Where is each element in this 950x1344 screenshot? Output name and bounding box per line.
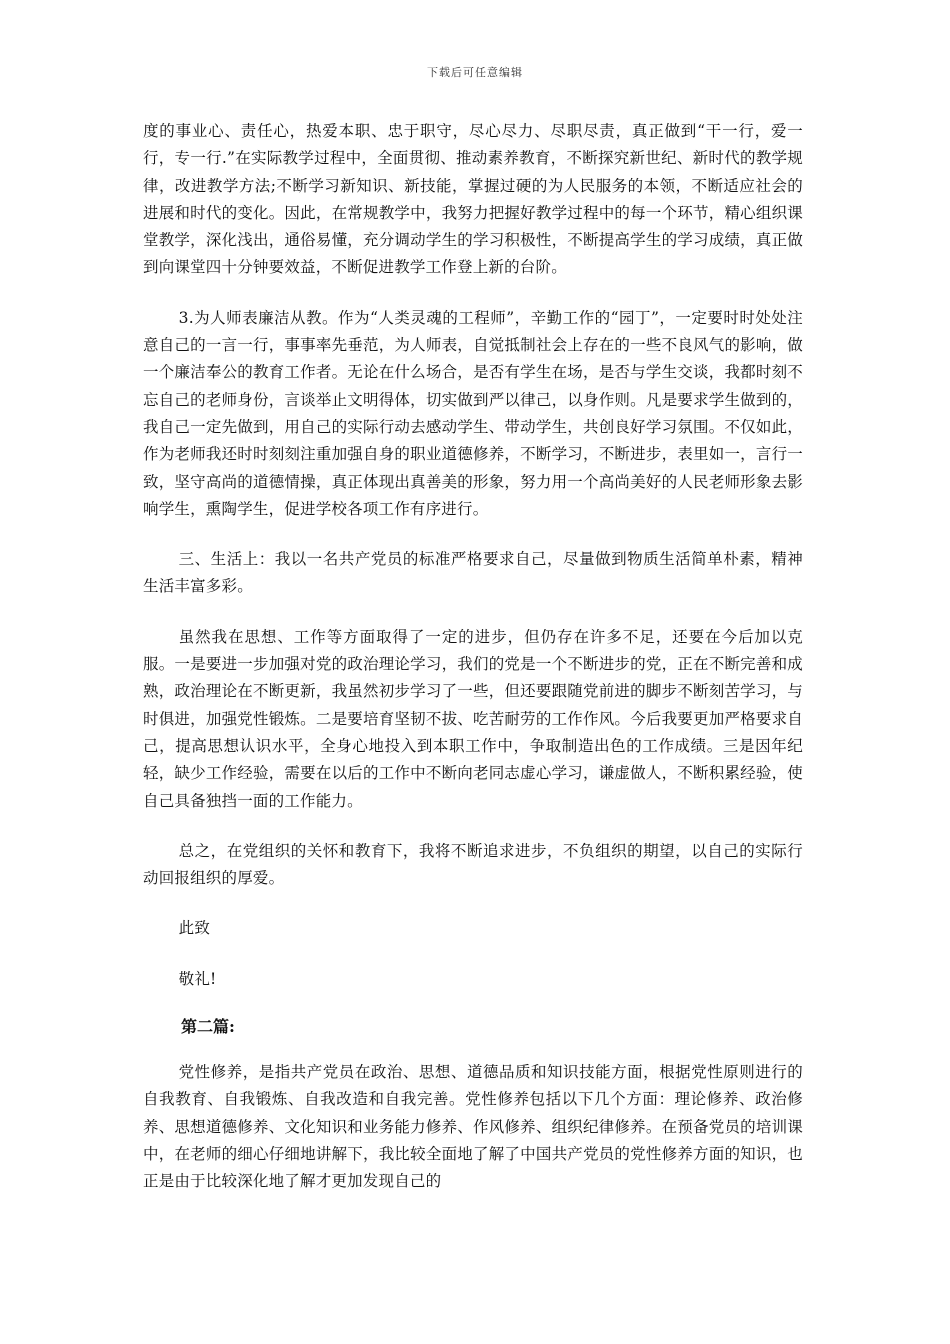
page-header: 下载后可任意编辑	[427, 66, 523, 79]
closing-regards: 敬礼!	[178, 969, 217, 988]
paragraph-integrity: 3.为人师表廉洁从教。作为“人类灵魂的工程师”，辛勤工作的“园丁”，一定要时时处处注意自己的一言一行，事事率先垂范，为人师表，自觉抵制社会上存在的一些不良风气的影响，做一个廉洁奉公的教育工作者。无论在什么场合，是否有学生在场，是否与学生交谈，我都时刻不忘自己的老师身份，言谈举止文明得体，切实做到严以律己，以身作则。凡是要求学生做到的，我自己一定先做到，用自己的实际行动去感动学生、带动学生，共创良好学习氛围。不仅如此，作为老师我还时时刻刻注重加强自身的职业道德修养，不断学习，不断进步，表里如一，言行一致，坚守高尚的道德情操，真正体现出真善美的形象，努力用一个高尚美好的人民老师形象去影响学生，熏陶学生，促进学校各项工作有序进行。	[143, 308, 803, 518]
paragraph-conclusion: 总之，在党组织的关怀和教育下，我将不断追求进步，不负组织的期望，以自己的实际行动回报组织的厚爱。	[143, 841, 803, 888]
document-body	[143, 118, 803, 1196]
section-heading: 第二篇:	[181, 1017, 235, 1037]
paragraph-party-cultivation: 党性修养，是指共产党员在政治、思想、道德品质和知识技能方面，根据党性原则进行的自我教育、自我锻炼、自我改造和自我完善。党性修养包括以下几个方面：理论修养、政治修养、思想道德修养、文化知识和业务能力修养、作风修养、组织纪律修养。在预备党员的培训课中，在老师的细心仔细地讲解下，我比较全面地了解了中国共产党员的党性修养方面的知识，也正是由于比较深化地了解才更加发现自己的	[143, 1063, 803, 1191]
paragraph-shortcomings: 虽然我在思想、工作等方面取得了一定的进步，但仍存在许多不足，还要在今后加以克服。一是要进一步加强对党的政治理论学习，我们的党是一个不断进步的党，正在不断完善和成熟，政治理论在不断更新，我虽然初步学习了一些，但还要跟随党前进的脚步不断刻苦学习，与时俱进，加强党性锻炼。二是要培育坚韧不拔、吃苦耐劳的工作作风。今后我要更加严格要求自己，提高思想认识水平，全身心地投入到本职工作中，争取制造出色的工作成绩。三是因年纪轻，缺少工作经验，需要在以后的工作中不断向老同志虚心学习，谦虚做人，不断积累经验，使自己具备独挡一面的工作能力。	[143, 627, 803, 810]
paragraph-teaching-continued: 度的事业心、责任心，热爱本职、忠于职守，尽心尽力、尽职尽责，真正做到“干一行，爱一行，专一行.”在实际教学过程中，全面贯彻、推动素养教育，不断探究新世纪、新时代的教学规律，改进教学方法;不断学习新知识、新技能，掌握过硬的为人民服务的本领，不断适应社会的进展和时代的变化。因此，在常规教学中，我努力把握好教学过程中的每一个环节，精心组织课堂教学，深化浅出，通俗易懂，充分调动学生的学习积极性，不断提高学生的学习成绩，真正做到向课堂四十分钟要效益，不断促进教学工作登上新的台阶。	[143, 122, 803, 277]
closing-salutation: 此致	[178, 919, 211, 938]
paragraph-life: 三、生活上：我以一名共产党员的标准严格要求自己，尽量做到物质生活简单朴素，精神生活丰富多彩。	[143, 550, 803, 596]
